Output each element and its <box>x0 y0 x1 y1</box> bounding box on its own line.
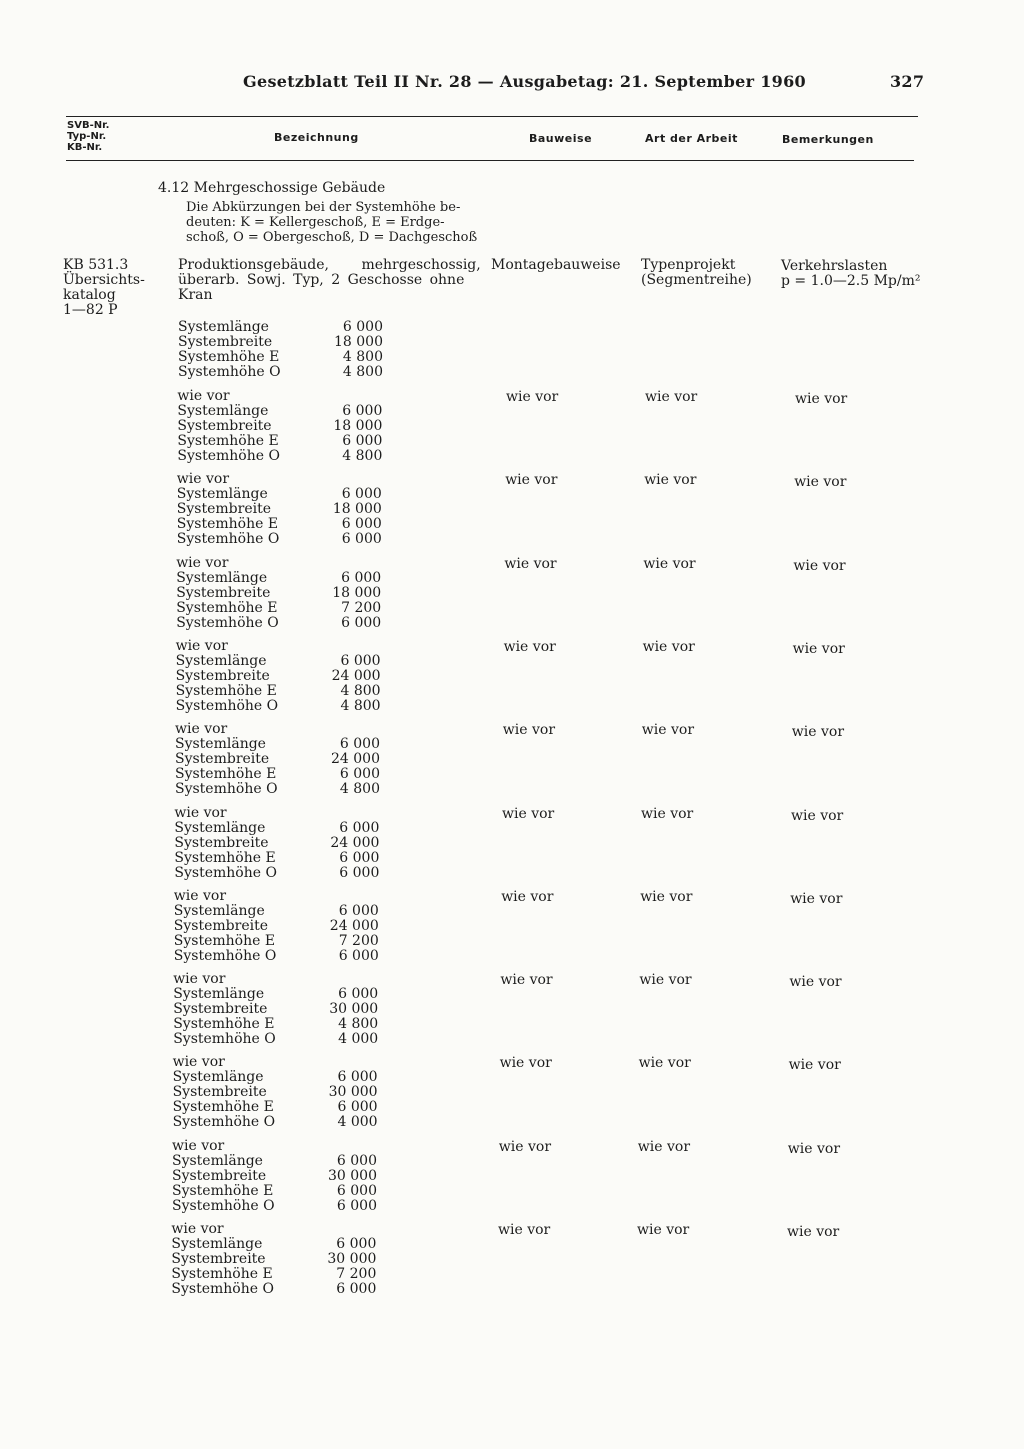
bauweise-wie-vor: wie vor <box>501 888 554 905</box>
bemerkungen-wie-vor: wie vor <box>787 1224 840 1240</box>
system-width-value: 30 000 <box>328 1084 378 1101</box>
bezeichnung-column-header: Bezeichnung <box>274 131 359 144</box>
art-der-arbeit-column-header: Art der Arbeit <box>645 132 738 145</box>
system-length-label: Systemlänge <box>172 1069 264 1086</box>
dimension-entry <box>174 889 394 964</box>
section-note <box>186 200 477 245</box>
system-length-value: 6 000 <box>338 986 379 1003</box>
wie-vor-label: wie vor <box>172 1054 225 1071</box>
kb-line: Übersichts- <box>63 272 145 288</box>
system-width-label: Systembreite <box>172 1084 267 1101</box>
system-height-e-row <box>173 1017 378 1032</box>
system-height-o-label: Systemhöhe O <box>171 1281 274 1297</box>
bemerkungen-wie-vor: wie vor <box>791 724 845 741</box>
bemerkungen-wie-vor: wie vor <box>793 557 846 574</box>
wie-vor-label: wie vor <box>175 721 228 738</box>
system-length-value: 6 000 <box>339 736 380 753</box>
system-height-e-row <box>175 767 380 782</box>
header-bottom-rule <box>66 160 914 161</box>
system-width-label: Systembreite <box>177 418 272 434</box>
system-width-value: 30 000 <box>328 1167 377 1184</box>
bemerkungen-wie-vor: wie vor <box>789 974 842 991</box>
system-width-value: 24 000 <box>330 834 380 851</box>
system-height-o-row <box>177 532 382 547</box>
system-height-e-label: Systemhöhe E <box>177 433 279 449</box>
system-width-label: Systembreite <box>171 1251 266 1267</box>
dimension-entry <box>178 320 398 380</box>
dimension-entry <box>177 472 397 547</box>
bauweise-column-header: Bauweise <box>529 132 593 145</box>
kb-nr-label: KB-Nr. <box>67 142 103 153</box>
system-width-label: Systembreite <box>175 751 270 768</box>
system-height-o-value: 6 000 <box>338 947 379 964</box>
bemerkungen-wie-vor: wie vor <box>795 391 848 407</box>
system-height-o-label: Systemhöhe O <box>173 947 277 964</box>
bauweise-wie-vor: wie vor <box>499 1055 552 1072</box>
bauweise-wie-vor: wie vor <box>504 555 557 572</box>
system-width-label: Systembreite <box>176 501 271 518</box>
system-height-o-value: 6 000 <box>336 1281 377 1297</box>
system-length-row <box>174 904 379 919</box>
system-width-label: Systembreite <box>175 667 270 684</box>
system-height-e-label: Systemhöhe E <box>172 1099 274 1116</box>
system-width-row <box>171 1252 376 1267</box>
art-wie-vor: wie vor <box>642 638 695 655</box>
art-wie-vor: wie vor <box>641 805 694 822</box>
system-length-value: 6 000 <box>342 319 383 335</box>
system-height-o-value: 6 000 <box>339 864 380 881</box>
system-length-label: Systemlänge <box>175 652 267 669</box>
system-width-value: 24 000 <box>329 917 379 934</box>
system-length-row <box>173 1070 378 1085</box>
system-width-row <box>173 1002 378 1017</box>
system-width-label: Systembreite <box>172 1167 267 1184</box>
system-width-value: 30 000 <box>329 1001 379 1018</box>
bauweise-wie-vor: wie vor <box>500 972 553 989</box>
section-title: 4.12 Mehrgeschossige Gebäude <box>158 180 386 196</box>
bemerkungen-line: p = 1.0—2.5 Mp/m² <box>781 273 921 289</box>
system-height-o-label: Systemhöhe O <box>178 364 281 380</box>
system-height-e-label: Systemhöhe E <box>175 766 277 783</box>
system-length-label: Systemlänge <box>178 319 269 335</box>
kb-line: KB 531.3 <box>63 257 129 273</box>
system-height-o-value: 4 800 <box>342 364 383 380</box>
system-length-row <box>177 487 382 502</box>
system-length-row <box>176 571 381 586</box>
id-column-header <box>67 120 109 153</box>
wie-vor-label: wie vor <box>177 388 230 404</box>
art-wie-vor: wie vor <box>638 1055 691 1072</box>
system-length-label: Systemlänge <box>173 902 265 919</box>
system-height-e-row <box>176 684 381 699</box>
system-width-value: 24 000 <box>331 751 380 768</box>
system-height-o-label: Systemhöhe O <box>172 1114 276 1131</box>
system-height-o-value: 6 000 <box>336 1197 377 1214</box>
system-height-e-label: Systemhöhe E <box>178 349 280 365</box>
system-width-row <box>172 1169 377 1184</box>
system-width-row <box>175 752 380 767</box>
system-length-label: Systemlänge <box>173 986 265 1003</box>
system-height-o-row <box>173 1115 378 1130</box>
system-width-value: 18 000 <box>333 418 383 434</box>
system-height-e-value: 6 000 <box>342 433 383 449</box>
system-width-row <box>176 586 381 601</box>
system-height-e-value: 4 800 <box>338 1016 379 1033</box>
bemerkungen-wie-vor: wie vor <box>791 807 844 824</box>
system-width-row <box>176 669 381 684</box>
system-height-e-value: 6 000 <box>341 516 382 533</box>
system-length-label: Systemlänge <box>171 1236 263 1252</box>
system-height-e-label: Systemhöhe E <box>176 599 278 616</box>
dimension-entry <box>173 972 393 1047</box>
system-length-value: 6 000 <box>342 403 383 419</box>
system-height-o-label: Systemhöhe O <box>173 1031 276 1048</box>
system-height-o-row <box>174 949 379 964</box>
bauweise-wie-vor: wie vor <box>498 1138 552 1155</box>
system-length-value: 6 000 <box>338 902 379 919</box>
system-height-e-value: 6 000 <box>337 1099 378 1116</box>
bemerkungen-cell <box>781 259 920 289</box>
bemerkungen-wie-vor: wie vor <box>790 890 843 907</box>
section-note-line: Die Abkürzungen bei der Systemhöhe be- <box>186 200 461 215</box>
system-length-value: 6 000 <box>337 1069 378 1086</box>
system-width-label: Systembreite <box>174 834 269 851</box>
typ-nr-label: Typ-Nr. <box>67 131 107 142</box>
system-height-o-row <box>171 1282 376 1297</box>
bauweise-cell: Montagebauweise <box>491 257 621 273</box>
section-note-line: deuten: K = Kellergeschoß, E = Erdge- <box>186 215 445 230</box>
bauweise-wie-vor: wie vor <box>502 805 555 822</box>
system-height-e-label: Systemhöhe E <box>173 932 276 949</box>
system-height-e-label: Systemhöhe E <box>176 516 279 533</box>
header-top-rule <box>66 116 918 117</box>
system-height-e-value: 6 000 <box>336 1182 377 1199</box>
wie-vor-label: wie vor <box>172 1137 225 1154</box>
system-height-o-value: 4 000 <box>338 1031 379 1048</box>
system-height-e-label: Systemhöhe E <box>174 849 276 866</box>
system-width-label: Systembreite <box>173 1001 268 1018</box>
building-description <box>178 258 483 303</box>
art-line: Typenprojekt <box>641 257 736 273</box>
system-width-row <box>177 419 382 434</box>
system-height-e-row <box>173 1100 378 1115</box>
dimension-entry <box>176 556 396 631</box>
wie-vor-label: wie vor <box>173 887 227 904</box>
kb-line: 1—82 P <box>63 302 118 318</box>
system-height-e-label: Systemhöhe E <box>175 682 277 699</box>
system-length-label: Systemlänge <box>176 569 268 586</box>
bauweise-wie-vor: wie vor <box>506 389 559 405</box>
system-length-value: 6 000 <box>341 569 382 586</box>
bemerkungen-wie-vor: wie vor <box>787 1140 841 1157</box>
wie-vor-label: wie vor <box>174 804 227 821</box>
system-width-value: 18 000 <box>332 501 382 518</box>
system-height-e-row <box>172 1184 377 1199</box>
description-line: überarb. Sowj. Typ, 2 Geschosse ohne <box>178 272 465 288</box>
system-height-o-value: 4 000 <box>337 1114 378 1131</box>
art-der-arbeit-cell <box>641 258 752 288</box>
system-height-e-value: 7 200 <box>341 599 382 616</box>
wie-vor-label: wie vor <box>175 637 228 654</box>
bauweise-wie-vor: wie vor <box>502 722 556 739</box>
system-length-value: 6 000 <box>341 486 382 503</box>
bauweise-wie-vor: wie vor <box>505 472 558 489</box>
system-width-row <box>177 502 382 517</box>
system-height-o-row <box>173 1032 378 1047</box>
system-width-row <box>173 1085 378 1100</box>
system-height-o-label: Systemhöhe O <box>176 614 279 631</box>
art-wie-vor: wie vor <box>637 1138 691 1155</box>
system-width-value: 30 000 <box>327 1251 377 1267</box>
system-height-o-label: Systemhöhe O <box>174 864 277 881</box>
system-length-row <box>176 654 381 669</box>
bauweise-wie-vor: wie vor <box>503 638 556 655</box>
system-length-value: 6 000 <box>339 819 380 836</box>
system-height-e-row <box>177 517 382 532</box>
system-height-o-value: 6 000 <box>341 614 382 631</box>
system-length-row <box>172 1154 377 1169</box>
dimension-entry <box>173 1055 393 1130</box>
system-height-e-row <box>176 601 381 616</box>
system-length-label: Systemlänge <box>176 486 268 503</box>
system-height-e-value: 7 200 <box>338 932 379 949</box>
bemerkungen-column-header: Bemerkungen <box>782 133 874 146</box>
bemerkungen-wie-vor: wie vor <box>788 1057 841 1074</box>
art-wie-vor: wie vor <box>639 972 692 989</box>
system-height-o-value: 6 000 <box>341 531 382 548</box>
wie-vor-label: wie vor <box>173 971 226 988</box>
system-height-e-label: Systemhöhe E <box>171 1266 273 1282</box>
system-length-row <box>174 821 379 836</box>
system-width-label: Systembreite <box>178 334 273 350</box>
system-width-row <box>174 919 379 934</box>
system-height-e-value: 6 000 <box>339 766 380 783</box>
dimension-entry <box>171 1222 391 1297</box>
running-title: Gesetzblatt Teil II Nr. 28 — Ausgabetag: 21. September 1960 <box>243 72 806 91</box>
bauweise-wie-vor: wie vor <box>498 1222 551 1238</box>
dimension-entry <box>174 806 394 881</box>
system-length-value: 6 000 <box>336 1152 377 1169</box>
art-wie-vor: wie vor <box>637 1222 690 1238</box>
system-height-o-label: Systemhöhe O <box>172 1197 275 1214</box>
system-length-label: Systemlänge <box>172 1152 263 1169</box>
system-height-o-label: Systemhöhe O <box>175 697 279 714</box>
system-length-row <box>173 987 378 1002</box>
system-width-label: Systembreite <box>176 584 271 601</box>
art-wie-vor: wie vor <box>640 888 693 905</box>
wie-vor-label: wie vor <box>171 1221 224 1237</box>
system-height-e-label: Systemhöhe E <box>173 1016 275 1033</box>
system-width-value: 18 000 <box>334 334 383 350</box>
system-width-value: 18 000 <box>332 584 382 601</box>
system-length-value: 6 000 <box>340 652 381 669</box>
system-length-value: 6 000 <box>336 1236 377 1252</box>
system-length-label: Systemlänge <box>177 403 269 419</box>
kb-number-cell <box>63 258 145 318</box>
system-length-row <box>178 320 383 335</box>
system-height-o-row <box>178 365 383 380</box>
art-wie-vor: wie vor <box>645 389 698 405</box>
description-line: Kran <box>178 287 213 303</box>
system-width-row <box>174 836 379 851</box>
system-height-o-row <box>175 782 380 797</box>
page-number: 327 <box>890 72 925 91</box>
art-wie-vor: wie vor <box>643 555 696 572</box>
kb-line: katalog <box>63 287 116 303</box>
system-width-label: Systembreite <box>173 917 268 934</box>
system-height-o-label: Systemhöhe O <box>176 531 280 548</box>
bemerkungen-wie-vor: wie vor <box>794 474 847 491</box>
system-height-e-value: 4 800 <box>340 682 381 699</box>
description-line: Produktionsgebäude, mehrgeschossig, <box>178 257 481 273</box>
system-length-row <box>175 737 380 752</box>
dimension-entry <box>172 1139 392 1214</box>
bemerkungen-wie-vor: wie vor <box>792 640 845 657</box>
system-height-e-value: 4 800 <box>342 349 383 365</box>
svb-nr-label: SVB-Nr. <box>67 120 110 131</box>
system-height-o-row <box>172 1199 377 1214</box>
system-height-e-row <box>178 350 383 365</box>
system-length-row <box>171 1237 376 1252</box>
dimension-entry <box>175 722 395 797</box>
art-wie-vor: wie vor <box>644 472 697 489</box>
system-height-e-row <box>171 1267 376 1282</box>
system-height-o-row <box>176 699 381 714</box>
dimension-entry <box>176 639 396 714</box>
system-height-e-label: Systemhöhe E <box>172 1182 274 1199</box>
system-height-o-label: Systemhöhe O <box>177 448 280 464</box>
bemerkungen-line: Verkehrslasten <box>781 258 888 274</box>
system-length-label: Systemlänge <box>174 819 266 836</box>
system-height-o-value: 4 800 <box>339 781 380 798</box>
system-length-row <box>177 404 382 419</box>
art-line: (Segmentreihe) <box>641 272 752 288</box>
system-height-o-row <box>174 866 379 881</box>
section-note-line: schoß, O = Obergeschoß, D = Dachgeschoß <box>186 230 478 245</box>
system-height-e-row <box>174 934 379 949</box>
system-length-label: Systemlänge <box>175 736 266 753</box>
dimension-entry <box>177 389 397 464</box>
system-height-e-value: 7 200 <box>336 1266 377 1282</box>
system-height-e-value: 6 000 <box>339 849 380 866</box>
system-width-value: 24 000 <box>331 667 381 684</box>
system-height-o-row <box>176 616 381 631</box>
art-wie-vor: wie vor <box>641 722 695 739</box>
system-height-e-row <box>174 851 379 866</box>
system-height-o-row <box>177 449 382 464</box>
system-width-row <box>178 335 383 350</box>
system-height-o-value: 4 800 <box>342 448 383 464</box>
wie-vor-label: wie vor <box>176 554 229 571</box>
system-height-e-row <box>177 434 382 449</box>
system-height-o-value: 4 800 <box>340 697 381 714</box>
system-height-o-label: Systemhöhe O <box>175 781 278 798</box>
wie-vor-label: wie vor <box>176 471 230 488</box>
